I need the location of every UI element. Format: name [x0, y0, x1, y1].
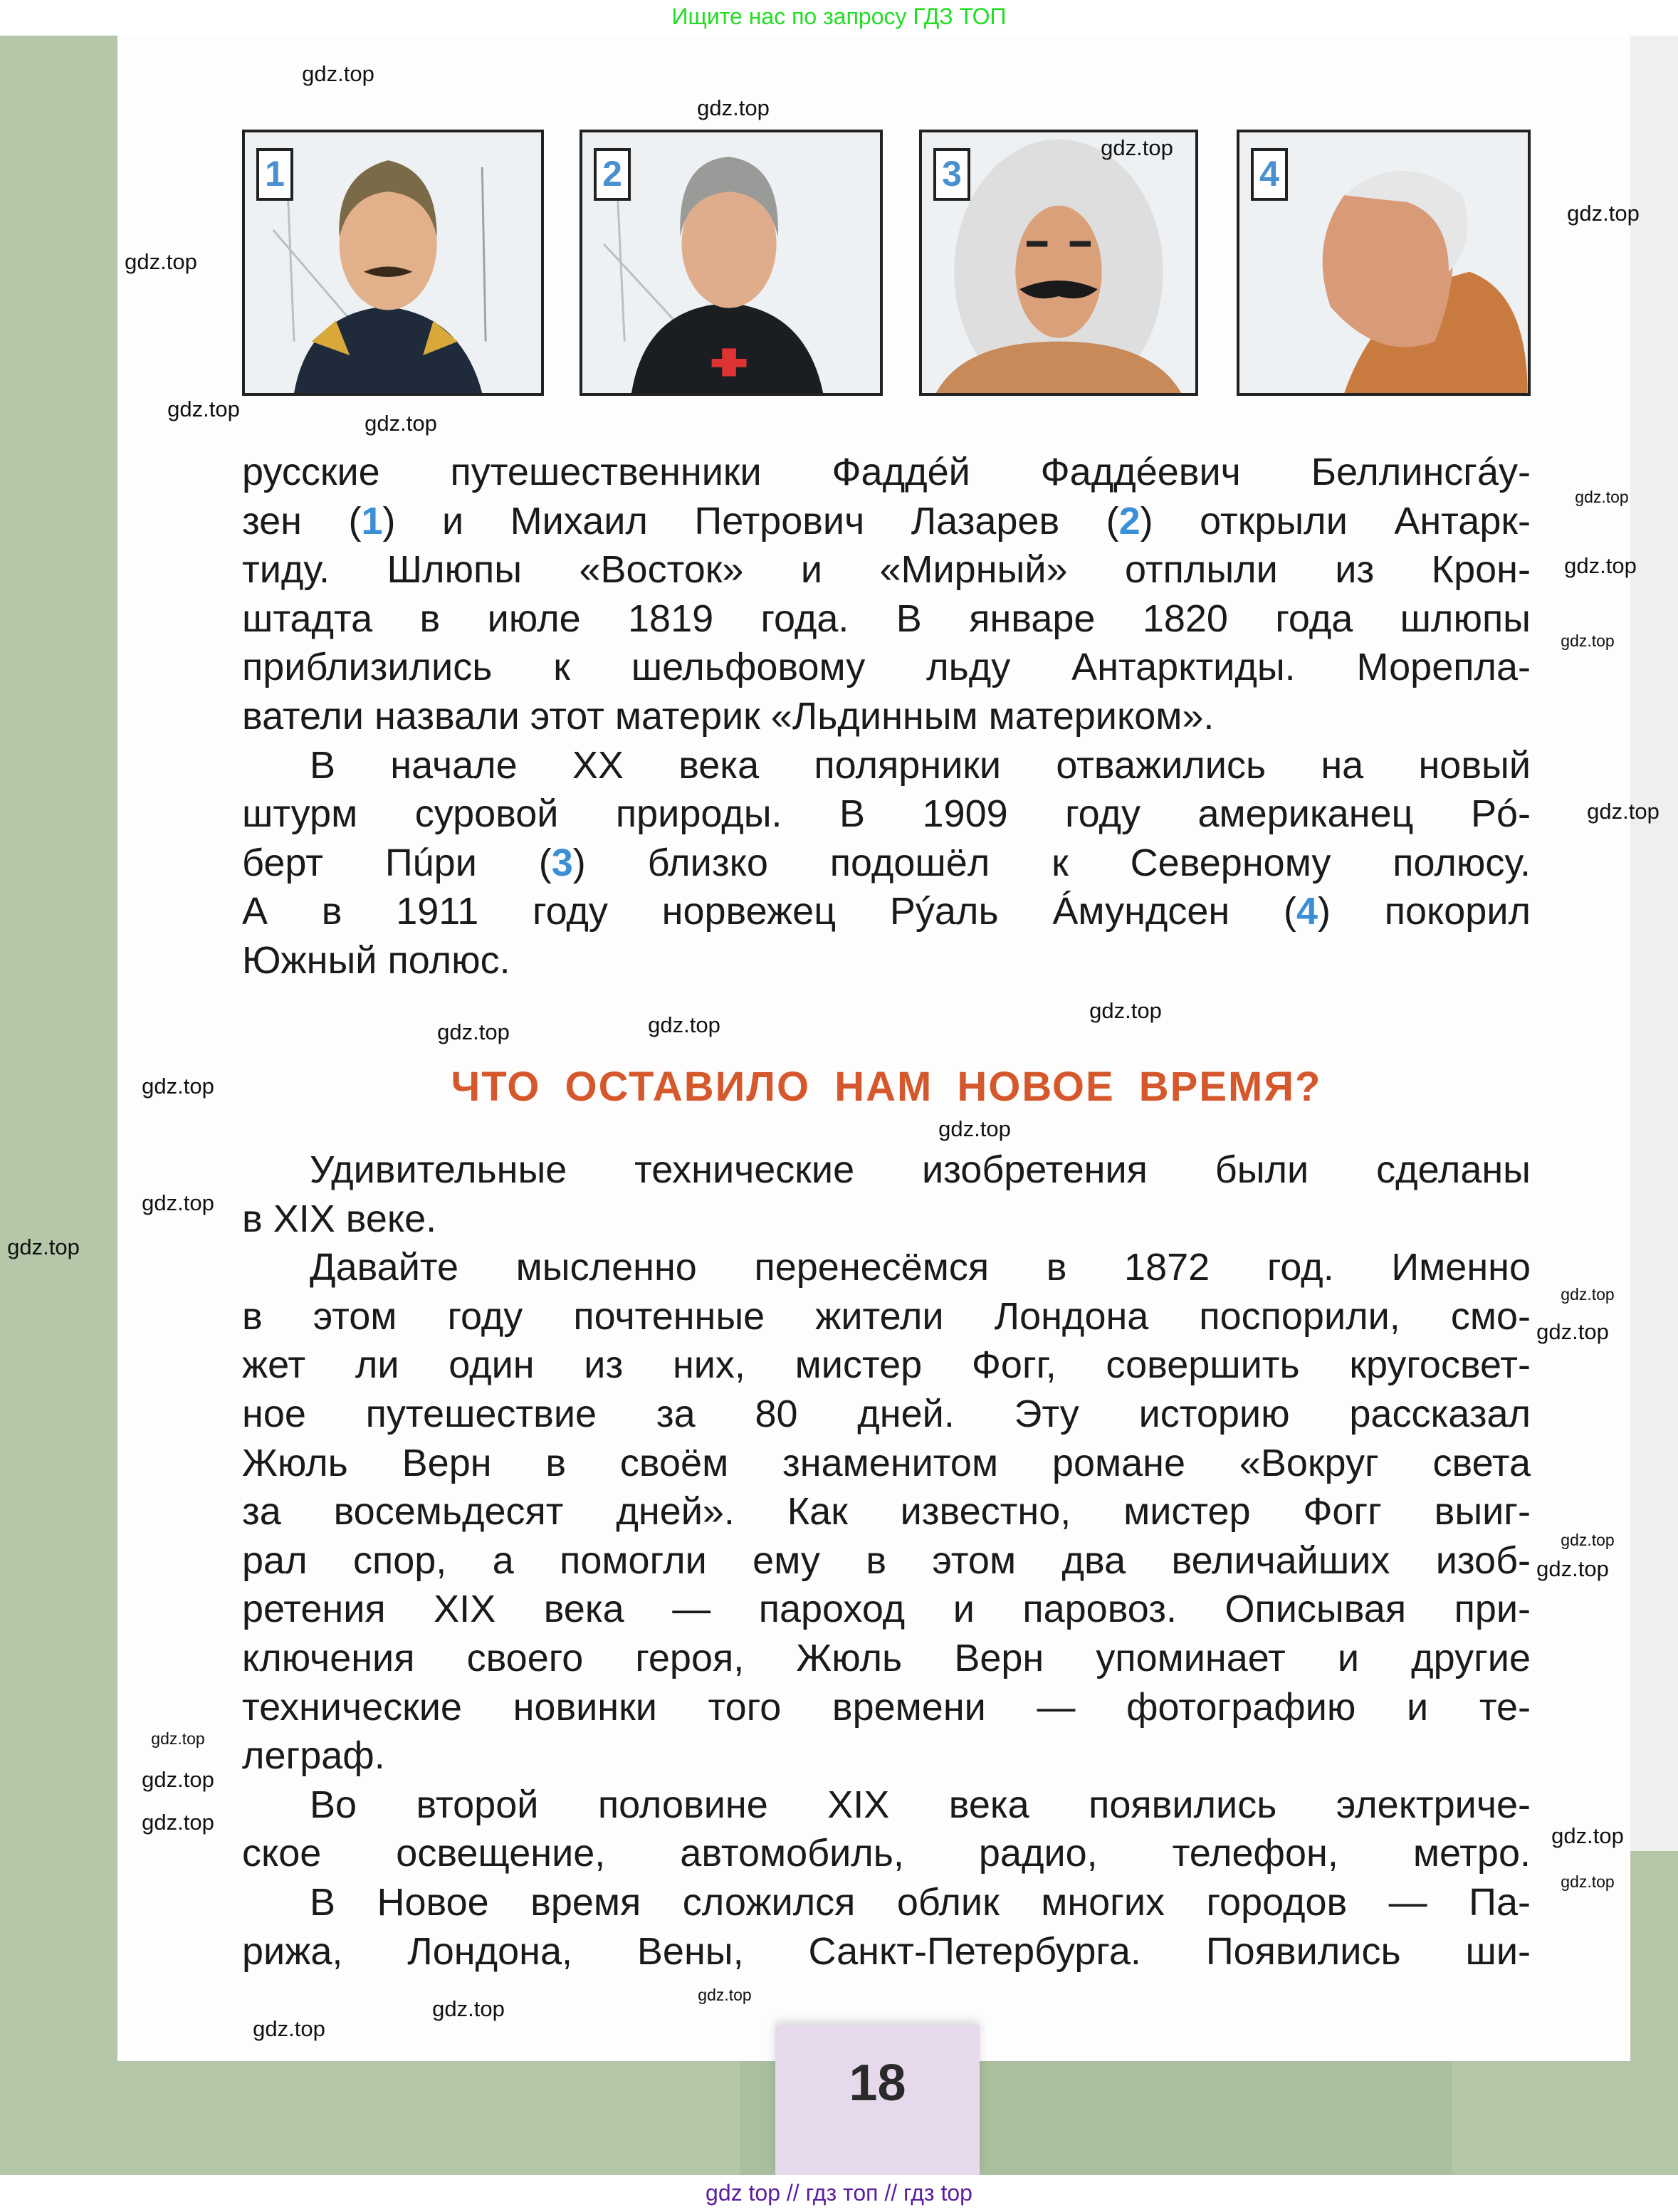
- text-line: технические новинки того времени — фотографию и те-: [242, 1685, 1531, 1729]
- watermark-link[interactable]: gdz.top: [1536, 1556, 1609, 1581]
- watermark-link[interactable]: gdz.top: [167, 397, 240, 421]
- text-line: ватели назвали этот материк «Льдинным материком».: [242, 695, 1215, 738]
- watermark-link[interactable]: gdz.top: [151, 1729, 205, 1748]
- watermark-link[interactable]: gdz.top: [302, 61, 374, 86]
- watermark-link[interactable]: gdz.top: [7, 1235, 80, 1259]
- watermark-link[interactable]: gdz.top: [1561, 1285, 1615, 1304]
- text-line: ретения XIX века — пароход и паровоз. Описывая при-: [242, 1588, 1531, 1631]
- watermark-link[interactable]: gdz.top: [1561, 631, 1615, 650]
- text-line: штурм суровой природы. В 1909 году американец Рó-: [242, 792, 1531, 836]
- watermark-link[interactable]: gdz.top: [1564, 553, 1637, 578]
- watermark-link[interactable]: gdz.top: [1089, 998, 1162, 1023]
- portrait-reference: 3: [551, 841, 573, 884]
- search-banner[interactable]: Ищите нас по запросу ГДЗ ТОП: [0, 0, 1678, 36]
- portrait-reference: 4: [1296, 890, 1318, 933]
- watermark-link[interactable]: gdz.top: [1567, 201, 1640, 226]
- text-line: русские путешественники Фаддéй Фаддéевич Беллинсгáу-: [242, 451, 1531, 493]
- portrait-number-4: 4: [1251, 148, 1288, 201]
- text-line: рижа, Лондона, Вены, Санкт-Петербурга. Появились ши-: [242, 1929, 1531, 1973]
- watermark-link[interactable]: gdz.top: [365, 411, 437, 436]
- text-line: в XIX веке.: [242, 1197, 437, 1240]
- watermark-link[interactable]: gdz.top: [1561, 1531, 1615, 1549]
- portrait-peary: [919, 130, 1198, 396]
- text-line: берт Пúри (3) близко подошёл к Северному полюсу.: [242, 841, 1531, 884]
- portrait-reference: 1: [361, 499, 383, 542]
- text-line: Южный полюс.: [242, 939, 510, 982]
- text-line: рал спор, а помогли ему в этом два величайших изоб-: [242, 1539, 1531, 1582]
- watermark-link[interactable]: gdz.top: [1551, 1823, 1624, 1848]
- text-line: приблизились к шельфовому льду Антарктиды. Морепла-: [242, 646, 1531, 689]
- text-line: Удивительные технические изобретения были сделаны: [310, 1148, 1531, 1191]
- footer-links[interactable]: gdz top // гдз топ // гдз top: [0, 2175, 1678, 2212]
- portrait-reference: 2: [1118, 499, 1140, 542]
- text-line: Жюль Верн в своём знаменитом романе «Вокруг света: [242, 1441, 1531, 1484]
- watermark-link[interactable]: gdz.top: [125, 249, 197, 274]
- watermark-link[interactable]: gdz.top: [1536, 1319, 1609, 1344]
- text-line: Во второй половине XIX века появились электриче-: [310, 1783, 1531, 1826]
- section-heading: ЧТО ОСТАВИЛО НАМ НОВОЕ ВРЕМЯ?: [451, 1064, 1322, 1110]
- watermark-link[interactable]: gdz.top: [253, 2016, 325, 2041]
- portrait-number-2: 2: [594, 148, 631, 201]
- text-line: штадта в июле 1819 года. В январе 1820 года шлюпы: [242, 597, 1531, 640]
- watermark-link[interactable]: gdz.top: [432, 1996, 505, 2021]
- text-line: Давайте мысленно перенесёмся в 1872 год. Именно: [310, 1246, 1531, 1289]
- watermark-link[interactable]: gdz.top: [697, 95, 770, 120]
- text-line: В начале XX века полярники отважились на новый: [310, 743, 1531, 787]
- watermark-link[interactable]: gdz.top: [1587, 799, 1659, 824]
- watermark-link[interactable]: gdz.top: [142, 1190, 214, 1215]
- text-line: за восемьдесят дней». Как известно, мистер Фогг выиг-: [242, 1490, 1531, 1534]
- watermark-link[interactable]: gdz.top: [1101, 135, 1173, 160]
- text-line: жет ли один из них, мистер Фогг, совершить кругосвет-: [242, 1343, 1531, 1387]
- portrait-bellingshausen: [242, 130, 544, 396]
- portrait-lazarev: [580, 130, 883, 396]
- page-edge: [1630, 36, 1678, 1851]
- watermark-link[interactable]: gdz.top: [698, 1986, 752, 2004]
- watermark-link[interactable]: gdz.top: [1561, 1872, 1615, 1891]
- page-number: 18: [849, 2055, 906, 2112]
- portrait-number-3: 3: [933, 148, 970, 201]
- text-line: зен (1) и Михаил Петрович Лазарев (2) открыли Антарк-: [242, 499, 1531, 542]
- watermark-link[interactable]: gdz.top: [938, 1116, 1011, 1141]
- text-line: А в 1911 году норвежец Рýаль Áмундсен (4) покорил: [242, 890, 1531, 933]
- text-line: леграф.: [242, 1734, 385, 1778]
- watermark-link[interactable]: gdz.top: [437, 1019, 510, 1044]
- watermark-link[interactable]: gdz.top: [648, 1012, 720, 1037]
- text-line: ное путешествие за 80 дней. Эту историю рассказал: [242, 1393, 1531, 1435]
- page-number-tab: [775, 2025, 980, 2175]
- watermark-link[interactable]: gdz.top: [142, 1074, 214, 1099]
- portrait-amundsen: [1237, 130, 1531, 396]
- watermark-link[interactable]: gdz.top: [142, 1810, 214, 1835]
- watermark-link[interactable]: gdz.top: [1575, 488, 1629, 506]
- text-line: ключения своего героя, Жюль Верн упоминает и другие: [242, 1637, 1531, 1679]
- watermark-link[interactable]: gdz.top: [142, 1767, 214, 1792]
- text-line: тиду. Шлюпы «Восток» и «Мирный» отплыли из Крон-: [242, 548, 1531, 592]
- text-line: ское освещение, автомобиль, радио, телефон, метро.: [242, 1832, 1531, 1875]
- text-line: В Новое время сложился облик многих городов — Па-: [310, 1881, 1531, 1924]
- portrait-number-1: 1: [256, 148, 293, 201]
- text-line: в этом году почтенные жители Лондона поспорили, смо-: [242, 1294, 1531, 1338]
